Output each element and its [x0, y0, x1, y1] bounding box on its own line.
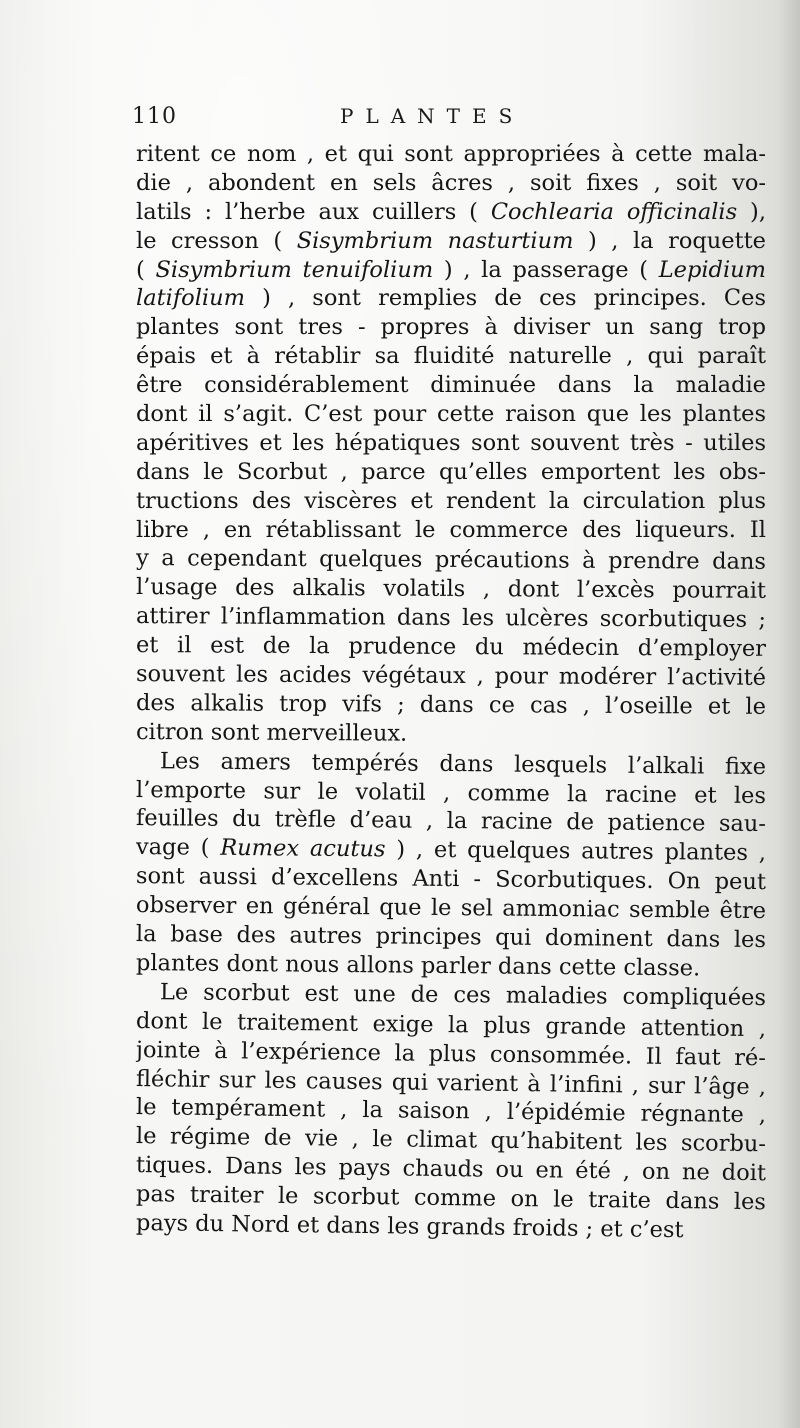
text-segment: feuilles du trèfle d’eau , la racine de patience sau-	[135, 805, 767, 838]
text-segment: Les amers tempérés dans lesquels l’alkali fixe	[159, 747, 767, 780]
text-segment: être considérablement diminuée dans la maladie	[136, 372, 766, 399]
text-segment: apéritives et les hépatiques sont souvent très - utiles	[136, 429, 766, 456]
text-segment: pas traiter le scorbut comme on le traite dans les	[135, 1181, 767, 1216]
text-line	[136, 227, 766, 256]
text-segment: (	[136, 256, 156, 283]
text-segment: ) , sont remplies de ces principes. Ces	[244, 285, 766, 312]
latin-name: Cochlearia officinalis	[490, 198, 738, 225]
text-line	[136, 169, 766, 198]
text-segment: et il est de la prudence du médecin d’employer	[135, 632, 767, 662]
text-segment: tiques. Dans les pays chauds ou en été , on ne doit	[135, 1152, 767, 1187]
text-segment: tructions des viscères et rendent la circulation plus	[136, 487, 766, 514]
text-line	[136, 660, 766, 693]
text-segment: ),	[737, 198, 766, 225]
text-line	[136, 371, 766, 400]
text-line	[136, 140, 766, 169]
latin-name: Lepidium	[658, 256, 766, 283]
text-segment: observer en général que le sel ammoniac semble être	[135, 892, 767, 925]
text-line	[136, 342, 766, 371]
page-number: 110	[132, 104, 177, 129]
text-segment: pays du Nord et dans les grands froids ; et c’est	[135, 1209, 684, 1244]
text-segment: l’emporte sur le volatil , comme la racine et les	[135, 776, 767, 809]
text-segment: sont aussi d’excellens Anti - Scorbutiques. On peut	[135, 863, 767, 896]
text-segment: souvent les acides végétaux , pour modérer l’activité	[135, 661, 767, 691]
text-segment: dont le traitement exige la plus grande attention ,	[135, 1007, 767, 1042]
text-segment: latils : l’herbe aux cuillers (	[136, 198, 491, 225]
text-segment: le régime de vie , le climat qu’habitent les scorbu-	[135, 1123, 767, 1158]
text-line	[136, 516, 766, 545]
text-line	[136, 573, 766, 606]
text-line	[136, 198, 766, 227]
text-segment: citron sont merveilleux.	[135, 718, 408, 747]
text-segment: libre , en rétablissant le commerce des liqueurs. Il	[136, 516, 766, 543]
text-segment: Le scorbut est une de ces maladies compliquées	[159, 979, 767, 1011]
text-segment: jointe à l’expérience la plus consommée. Il faut ré-	[135, 1036, 767, 1071]
latin-name: Sisymbrium nasturtium	[296, 227, 574, 254]
text-line	[136, 544, 766, 577]
text-segment: y a cependant quelques précautions à prendre dans	[135, 545, 767, 576]
text-segment: ) , la passerage (	[433, 256, 659, 283]
text-segment: dont il s’agit. C’est pour cette raison que les plantes	[136, 401, 766, 428]
text-segment: ritent ce nom , et qui sont appropriées à cette mala-	[136, 141, 766, 167]
text-line	[136, 458, 766, 487]
text-segment: die , abondent en sels âcres , soit fixes , soit vo-	[136, 169, 766, 196]
body-text	[135, 140, 767, 1244]
text-segment: vage (	[135, 834, 221, 862]
text-line	[136, 602, 766, 635]
text-line	[136, 487, 766, 516]
text-segment: des alkalis trop vifs ; dans ce cas , l’oseille et le	[135, 689, 767, 720]
text-line	[136, 313, 766, 342]
text-segment: attirer l’inflammation dans les ulcères scorbutiques ;	[135, 603, 767, 634]
text-segment: plantes sont tres - propres à diviser un sang trop	[136, 314, 766, 341]
text-line	[136, 256, 766, 285]
running-title: PLANTES	[340, 104, 525, 128]
text-line	[136, 429, 766, 458]
text-segment: le tempérament , la saison , l’épidémie régnante ,	[135, 1094, 767, 1129]
latin-name: Sisymbrium tenuifolium	[155, 256, 434, 283]
text-segment: fléchir sur les causes qui varient à l’infini , sur l’âge ,	[135, 1065, 767, 1100]
text-segment: ) , et quelques autres plantes ,	[385, 836, 767, 867]
text-segment: épais et à rétablir sa fluidité naturelle , qui paraît	[136, 343, 766, 370]
text-line	[136, 689, 766, 722]
text-segment: l’usage des alkalis volatils , dont l’excès pourrait	[135, 574, 767, 605]
text-segment: le cresson (	[136, 227, 297, 254]
latin-name: Rumex acutus	[220, 835, 386, 863]
text-line	[136, 631, 766, 664]
latin-name: latifolium	[136, 285, 245, 312]
text-segment: dans le Scorbut , parce qu’elles emportent les obs-	[136, 458, 766, 485]
text-line	[136, 400, 766, 429]
text-line	[136, 284, 766, 313]
page-edge-shadow	[778, 0, 800, 1428]
text-segment: plantes dont nous allons parler dans cette classe.	[135, 949, 701, 982]
text-line	[136, 718, 766, 751]
text-segment: la base des autres principes qui dominent dans les	[135, 921, 767, 954]
page-header	[132, 104, 772, 140]
text-segment: ) , la roquette	[573, 227, 766, 254]
